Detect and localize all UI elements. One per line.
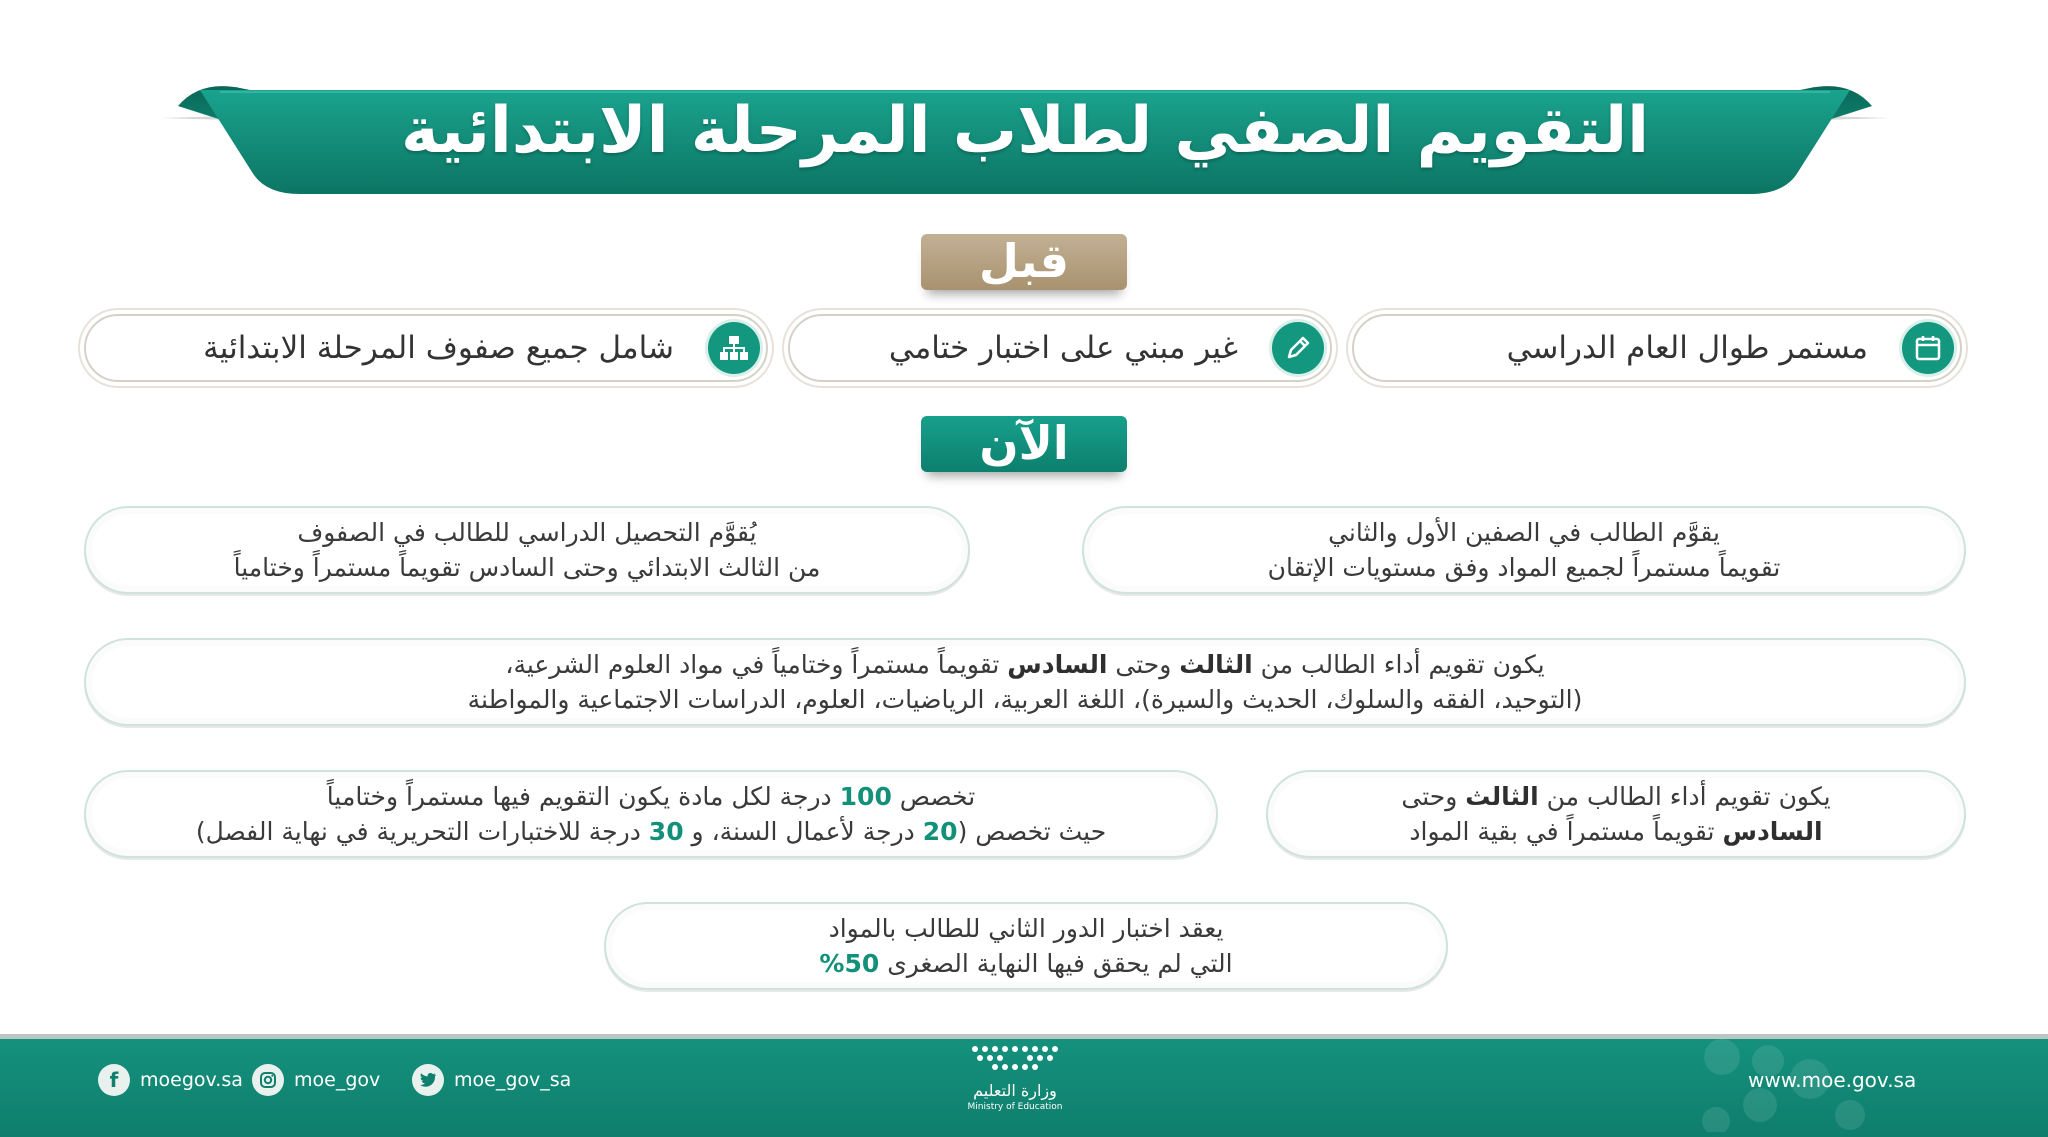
grade-20: 20 [922, 817, 958, 846]
section-label-before: قبل [921, 234, 1127, 290]
card-line [86, 814, 1216, 849]
section-label-now: الآن [921, 416, 1127, 472]
calendar-icon [1902, 322, 1954, 374]
twitter-link[interactable] [412, 1062, 571, 1098]
ministry-name-en: Ministry of Education [967, 1102, 1063, 1112]
grade-30: 30 [648, 817, 684, 846]
card-line: من الثالث الابتدائي وحتى السادس تقويماً مستمراً وختامياً [233, 553, 821, 582]
now-card-other-subjects [1266, 770, 1966, 858]
before-item-text: مستمر طوال العام الدراسي [1506, 330, 1868, 366]
card-emphasis: السادس [1007, 650, 1108, 679]
card-text: حيث تخصص ( [957, 817, 1107, 846]
grade-100: 100 [839, 782, 892, 811]
card-line: يُقوَّم التحصيل الدراسي للطالب في الصفوف [297, 518, 757, 547]
card-line [86, 779, 1216, 814]
card-text: التي لم يحقق فيها النهاية الصغرى [887, 949, 1233, 978]
before-item-continuous [1352, 314, 1962, 382]
card-text: درجة للاختبارات التحريرية في نهاية الفصل) [195, 817, 641, 846]
now-card-third-to-sixth [84, 506, 970, 594]
facebook-link[interactable] [98, 1062, 243, 1098]
pencil-icon [1272, 322, 1324, 374]
now-card-first-second-grades [1082, 506, 1966, 594]
now-card-grade-distribution [84, 770, 1218, 858]
card-text: يكون تقويم أداء الطالب من [1546, 782, 1831, 811]
card-line: يقوَّم الطالب في الصفين الأول والثاني [1328, 518, 1720, 547]
card-line: (التوحيد، الفقه والسلوك، الحديث والسيرة)، اللغة العربية، الرياضيات، العلوم، الدراسات الاجتماعية والمواطنة [467, 685, 1583, 714]
card-text: يكون تقويم أداء الطالب من [1260, 650, 1545, 679]
card-text: وحتى [1115, 650, 1172, 679]
before-item-text: غير مبني على اختبار ختامي [888, 330, 1238, 366]
card-line: يعقد اختبار الدور الثاني للطالب بالمواد [828, 914, 1224, 943]
instagram-link[interactable] [252, 1062, 380, 1098]
card-line: تقويماً مستمراً لجميع المواد وفق مستويات الإتقان [1267, 553, 1781, 582]
card-emphasis: السادس [1722, 817, 1823, 846]
ministry-logo-mark [969, 1043, 1061, 1073]
card-emphasis: الثالث [1179, 650, 1253, 679]
now-card-core-subjects [84, 638, 1966, 726]
ministry-logo [940, 1043, 1090, 1121]
before-item-text: شامل جميع صفوف المرحلة الابتدائية [203, 330, 674, 366]
title-ribbon [160, 78, 1890, 208]
instagram-handle: moe_gov [294, 1069, 381, 1091]
card-line [1268, 814, 1964, 849]
twitter-icon [412, 1064, 444, 1096]
card-text: درجة لكل مادة يكون التقويم فيها مستمراً وختامياً [326, 782, 832, 811]
twitter-handle: moe_gov_sa [454, 1069, 572, 1091]
facebook-icon: f [98, 1064, 130, 1096]
card-emphasis: الثالث [1465, 782, 1539, 811]
card-line [606, 946, 1446, 981]
card-text: وحتى [1401, 782, 1458, 811]
page-title: التقويم الصفي لطلاب المرحلة الابتدائية [400, 94, 1650, 168]
card-text: تخصص [899, 782, 976, 811]
now-card-second-round-exam [604, 902, 1448, 990]
hierarchy-icon [708, 322, 760, 374]
facebook-handle: moegov.sa [140, 1069, 243, 1091]
card-line [86, 647, 1964, 682]
before-item-all-grades [84, 314, 768, 382]
card-text: تقويماً مستمراً وختامياً في مواد العلوم الشرعية، [505, 650, 1000, 679]
website-link[interactable]: www.moe.gov.sa [1748, 1068, 1917, 1092]
card-text: تقويماً مستمراً في بقية المواد [1409, 817, 1715, 846]
card-line [1268, 779, 1964, 814]
card-text: درجة لأعمال السنة، و [691, 817, 915, 846]
instagram-icon [252, 1064, 284, 1096]
before-item-no-final-exam [788, 314, 1332, 382]
minimum-percentage: 50% [819, 949, 880, 978]
ministry-name-ar: وزارة التعليم [973, 1081, 1057, 1100]
